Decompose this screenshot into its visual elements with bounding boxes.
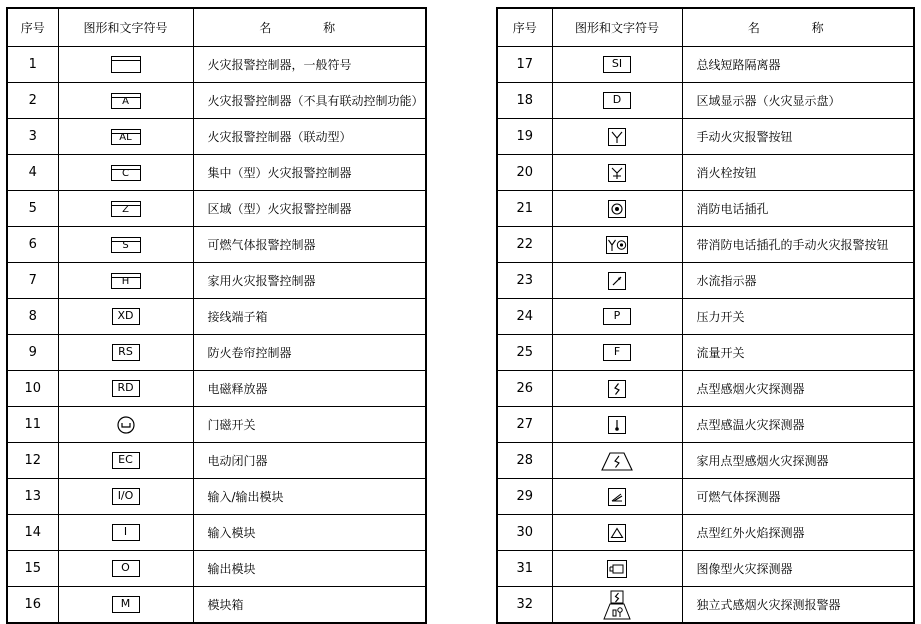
row-number: 32 bbox=[497, 587, 552, 624]
table-row bbox=[497, 47, 914, 83]
header-symbol: 图形和文字符号 bbox=[552, 8, 682, 47]
table-row bbox=[497, 155, 914, 191]
row-number: 27 bbox=[497, 407, 552, 443]
table-row bbox=[497, 227, 914, 263]
row-number: 30 bbox=[497, 515, 552, 551]
symbol-name: 火灾报警控制器（联动型） bbox=[193, 119, 426, 155]
table-row bbox=[7, 191, 426, 227]
symbol-cell bbox=[552, 119, 682, 155]
header-name: 名 称 bbox=[193, 8, 426, 47]
symbol-name: 独立式感烟火灾探测报警器 bbox=[682, 587, 914, 624]
table-row bbox=[7, 227, 426, 263]
standalone-smoke-alarm-icon bbox=[603, 597, 631, 612]
symbol-name: 集中（型）火灾报警控制器 bbox=[193, 155, 426, 191]
symbol-name: 电磁释放器 bbox=[193, 371, 426, 407]
row-number: 11 bbox=[7, 407, 58, 443]
row-number: 25 bbox=[497, 335, 552, 371]
symbol-name: 消防电话插孔 bbox=[682, 191, 914, 227]
symbol-cell bbox=[58, 371, 193, 407]
header-symbol: 图形和文字符号 bbox=[58, 8, 193, 47]
symbol-name: 手动火灾报警按钮 bbox=[682, 119, 914, 155]
symbol-cell bbox=[552, 83, 682, 119]
symbol-code: F bbox=[603, 344, 631, 361]
heat-detector-icon bbox=[608, 417, 626, 432]
symbol-name: 点型感烟火灾探测器 bbox=[682, 371, 914, 407]
table-row bbox=[7, 47, 426, 83]
row-number: 20 bbox=[497, 155, 552, 191]
symbol-cell bbox=[552, 335, 682, 371]
row-number: 2 bbox=[7, 83, 58, 119]
table-row bbox=[497, 191, 914, 227]
water-flow-indicator-icon bbox=[608, 273, 626, 288]
symbol-cell bbox=[58, 227, 193, 263]
symbol-name: 电动闭门器 bbox=[193, 443, 426, 479]
symbol-name: 消火栓按钮 bbox=[682, 155, 914, 191]
table-row bbox=[7, 551, 426, 587]
smoke-detector-icon bbox=[608, 381, 626, 396]
symbol-code: RS bbox=[112, 344, 140, 361]
symbol-name: 可燃气体报警控制器 bbox=[193, 227, 426, 263]
symbol-cell bbox=[552, 191, 682, 227]
symbol-name: 接线端子箱 bbox=[193, 299, 426, 335]
symbol-cell bbox=[58, 299, 193, 335]
symbol-cell bbox=[552, 371, 682, 407]
symbol-cell bbox=[552, 479, 682, 515]
row-number: 7 bbox=[7, 263, 58, 299]
row-number: 29 bbox=[497, 479, 552, 515]
symbol-name: 点型感温火灾探测器 bbox=[682, 407, 914, 443]
symbol-name: 水流指示器 bbox=[682, 263, 914, 299]
symbol-cell bbox=[552, 551, 682, 587]
home-smoke-detector-icon bbox=[601, 453, 633, 468]
row-number: 21 bbox=[497, 191, 552, 227]
symbol-code: I/O bbox=[112, 488, 140, 505]
header-name: 名 称 bbox=[682, 8, 914, 47]
symbol-name: 火灾报警控制器（不具有联动控制功能） bbox=[193, 83, 426, 119]
row-number: 22 bbox=[497, 227, 552, 263]
symbol-code: EC bbox=[112, 452, 140, 469]
table-row bbox=[497, 551, 914, 587]
symbol-cell bbox=[552, 47, 682, 83]
row-number: 31 bbox=[497, 551, 552, 587]
table-row bbox=[7, 263, 426, 299]
symbol-cell bbox=[552, 263, 682, 299]
table-row bbox=[7, 443, 426, 479]
header-no: 序号 bbox=[497, 8, 552, 47]
symbol-code: O bbox=[112, 560, 140, 577]
table-row bbox=[7, 371, 426, 407]
row-number: 3 bbox=[7, 119, 58, 155]
symbol-name: 门磁开关 bbox=[193, 407, 426, 443]
symbol-cell bbox=[58, 515, 193, 551]
row-number: 18 bbox=[497, 83, 552, 119]
table-row bbox=[497, 263, 914, 299]
symbol-cell bbox=[58, 335, 193, 371]
table-row bbox=[7, 407, 426, 443]
symbol-name: 点型红外火焰探测器 bbox=[682, 515, 914, 551]
table-row bbox=[497, 335, 914, 371]
symbol-cell bbox=[58, 551, 193, 587]
symbol-name: 家用火灾报警控制器 bbox=[193, 263, 426, 299]
controller-symbol bbox=[111, 129, 141, 145]
row-number: 6 bbox=[7, 227, 58, 263]
symbol-name: 防火卷帘控制器 bbox=[193, 335, 426, 371]
gas-detector-icon bbox=[608, 489, 626, 504]
symbol-table-left bbox=[6, 7, 427, 624]
symbol-code: H bbox=[121, 275, 130, 287]
symbol-name: 家用点型感烟火灾探测器 bbox=[682, 443, 914, 479]
symbol-name: 火灾报警控制器，一般符号 bbox=[193, 47, 426, 83]
symbol-cell bbox=[58, 263, 193, 299]
symbol-code: RD bbox=[112, 380, 140, 397]
symbol-name: 带消防电话插孔的手动火灾报警按钮 bbox=[682, 227, 914, 263]
symbol-code: AL bbox=[119, 131, 132, 143]
manual-alarm-button-icon bbox=[608, 129, 626, 144]
symbol-cell bbox=[552, 155, 682, 191]
table-row bbox=[7, 83, 426, 119]
row-number: 12 bbox=[7, 443, 58, 479]
symbol-cell bbox=[58, 155, 193, 191]
row-number: 5 bbox=[7, 191, 58, 227]
row-number: 26 bbox=[497, 371, 552, 407]
symbol-name: 模块箱 bbox=[193, 587, 426, 624]
infrared-flame-detector-icon bbox=[608, 525, 626, 540]
table-row bbox=[497, 515, 914, 551]
row-number: 28 bbox=[497, 443, 552, 479]
alarm-button-with-jack-icon bbox=[606, 237, 628, 252]
row-number: 17 bbox=[497, 47, 552, 83]
symbol-cell bbox=[58, 83, 193, 119]
row-number: 19 bbox=[497, 119, 552, 155]
controller-symbol bbox=[111, 165, 141, 181]
hydrant-button-icon bbox=[608, 165, 626, 180]
symbol-name: 输出模块 bbox=[193, 551, 426, 587]
controller-symbol bbox=[111, 273, 141, 289]
table-row bbox=[7, 587, 426, 624]
symbol-code: A bbox=[122, 95, 129, 107]
symbol-cell bbox=[552, 443, 682, 479]
table-row bbox=[7, 119, 426, 155]
row-number: 4 bbox=[7, 155, 58, 191]
symbol-code: P bbox=[603, 308, 631, 325]
symbol-name: 区域（型）火灾报警控制器 bbox=[193, 191, 426, 227]
row-number: 15 bbox=[7, 551, 58, 587]
controller-symbol bbox=[111, 93, 141, 109]
symbol-cell bbox=[58, 479, 193, 515]
symbol-name: 区域显示器（火灾显示盘） bbox=[682, 83, 914, 119]
row-number: 8 bbox=[7, 299, 58, 335]
symbol-cell bbox=[552, 407, 682, 443]
row-number: 24 bbox=[497, 299, 552, 335]
table-row bbox=[7, 515, 426, 551]
door-magnet-icon bbox=[116, 417, 136, 432]
symbol-cell bbox=[58, 587, 193, 624]
table-row bbox=[497, 299, 914, 335]
symbol-cell bbox=[58, 119, 193, 155]
symbol-cell bbox=[58, 191, 193, 227]
table-row bbox=[497, 371, 914, 407]
table-row bbox=[497, 443, 914, 479]
table-row bbox=[7, 479, 426, 515]
symbol-code: C bbox=[122, 167, 129, 179]
symbol-code: XD bbox=[112, 308, 140, 325]
symbol-code: Z bbox=[122, 203, 129, 215]
symbol-table-right bbox=[496, 7, 915, 624]
symbol-code: M bbox=[112, 596, 140, 613]
table-row bbox=[7, 299, 426, 335]
symbol-name: 总线短路隔离器 bbox=[682, 47, 914, 83]
row-number: 1 bbox=[7, 47, 58, 83]
header-no: 序号 bbox=[7, 8, 58, 47]
row-number: 13 bbox=[7, 479, 58, 515]
symbol-cell bbox=[58, 47, 193, 83]
symbol-cell bbox=[552, 299, 682, 335]
row-number: 10 bbox=[7, 371, 58, 407]
symbol-code: S bbox=[122, 239, 129, 251]
symbol-cell bbox=[58, 407, 193, 443]
row-number: 9 bbox=[7, 335, 58, 371]
symbol-name: 图像型火灾探测器 bbox=[682, 551, 914, 587]
symbol-name: 输入/输出模块 bbox=[193, 479, 426, 515]
table-header bbox=[497, 8, 914, 47]
table-row bbox=[7, 155, 426, 191]
symbol-code: I bbox=[112, 524, 140, 541]
table-row bbox=[497, 119, 914, 155]
fire-phone-jack-icon bbox=[608, 201, 626, 216]
symbol-cell bbox=[552, 515, 682, 551]
controller-symbol bbox=[111, 201, 141, 217]
symbol-name: 压力开关 bbox=[682, 299, 914, 335]
table-row bbox=[497, 587, 914, 624]
table-row bbox=[497, 479, 914, 515]
symbol-code: D bbox=[603, 92, 631, 109]
table-row bbox=[497, 83, 914, 119]
table-row bbox=[7, 335, 426, 371]
row-number: 23 bbox=[497, 263, 552, 299]
controller-symbol bbox=[111, 237, 141, 253]
table-header bbox=[7, 8, 426, 47]
symbol-cell bbox=[58, 443, 193, 479]
controller-symbol bbox=[111, 56, 141, 73]
symbol-name: 输入模块 bbox=[193, 515, 426, 551]
symbol-name: 流量开关 bbox=[682, 335, 914, 371]
row-number: 14 bbox=[7, 515, 58, 551]
row-number: 16 bbox=[7, 587, 58, 624]
symbol-name: 可燃气体探测器 bbox=[682, 479, 914, 515]
symbol-cell bbox=[552, 227, 682, 263]
symbol-cell bbox=[552, 587, 682, 624]
image-fire-detector-icon bbox=[607, 561, 627, 576]
table-row bbox=[497, 407, 914, 443]
symbol-code: SI bbox=[603, 56, 631, 73]
